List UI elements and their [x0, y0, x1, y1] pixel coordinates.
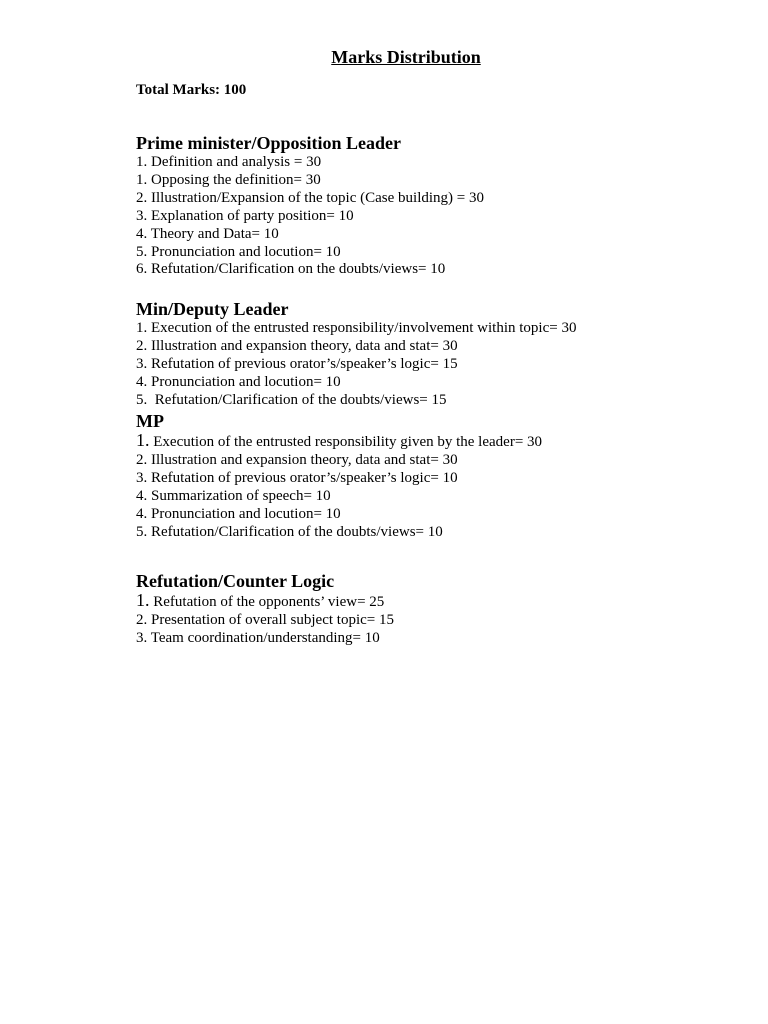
- item-text: Execution of the entrusted responsibility given by the leader= 30: [149, 434, 543, 450]
- document-title: Marks Distribution: [331, 47, 481, 67]
- section-heading: Prime minister/Opposition Leader: [136, 133, 401, 153]
- list-item: 1. Definition and analysis = 30: [136, 154, 322, 170]
- total-marks: Total Marks: 100: [136, 82, 247, 98]
- list-item: 5. Pronunciation and locution= 10: [136, 243, 341, 260]
- list-item: 1. Execution of the entrusted responsibility/involvement within topic= 30: [136, 320, 577, 336]
- section-refutation: [136, 570, 736, 648]
- list-item: 3. Explanation of party position= 10: [136, 207, 354, 224]
- list-item: 3. Team coordination/understanding= 10: [136, 629, 380, 646]
- list-item: 4. Pronunciation and locution= 10: [136, 373, 341, 390]
- list-item: 4. Pronunciation and locution= 10: [136, 505, 341, 522]
- list-item: 3. Refutation of previous orator’s/speaker’s logic= 10: [136, 469, 458, 486]
- list-item: 6. Refutation/Clarification on the doubts/views= 10: [136, 261, 446, 278]
- list-item: 5. Refutation/Clarification of the doubts/views= 15: [136, 391, 447, 408]
- list-item: 3. Refutation of previous orator’s/speaker’s logic= 15: [136, 355, 458, 372]
- section-prime-minister: [136, 132, 736, 279]
- list-item: [136, 592, 736, 612]
- list-item: 2. Illustration and expansion theory, data and stat= 30: [136, 337, 458, 354]
- section-mp: [136, 410, 736, 541]
- list-item: [136, 432, 736, 452]
- item-number: 1.: [136, 430, 150, 450]
- item-text: Refutation of the opponents’ view= 25: [149, 594, 385, 610]
- section-deputy-leader: [136, 298, 736, 410]
- section-heading: MP: [136, 411, 164, 431]
- list-item: 2. Presentation of overall subject topic= 15: [136, 611, 394, 628]
- item-number: 1.: [136, 590, 150, 610]
- list-item: 4. Theory and Data= 10: [136, 225, 279, 242]
- list-item: 5. Refutation/Clarification of the doubts/views= 10: [136, 523, 443, 540]
- section-heading: Refutation/Counter Logic: [136, 571, 335, 591]
- list-item: 1. Opposing the definition= 30: [136, 171, 321, 188]
- list-item: 2. Illustration and expansion theory, data and stat= 30: [136, 451, 458, 468]
- list-item: 4. Summarization of speech= 10: [136, 487, 331, 504]
- list-item: 2. Illustration/Expansion of the topic (Case building) = 30: [136, 189, 484, 206]
- section-heading: Min/Deputy Leader: [136, 299, 289, 319]
